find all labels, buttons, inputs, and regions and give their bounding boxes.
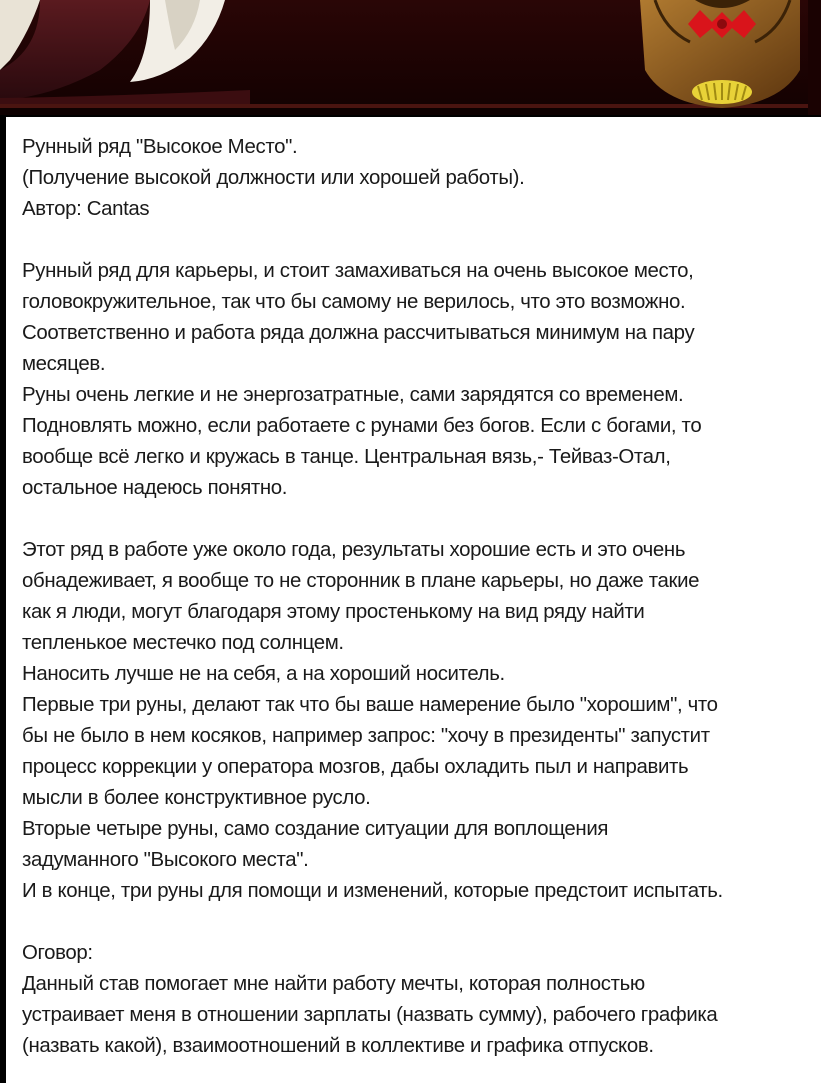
header-banner xyxy=(0,0,821,115)
article-title: Рунный ряд "Высокое Место". xyxy=(22,136,298,158)
text-line: как я люди, могут благодаря этому простенькому на вид ряду найти xyxy=(22,601,645,623)
text-line: И в конце, три руны для помощи и изменений, которые предстоит испытать. xyxy=(22,880,723,902)
text-line: Рунный ряд для карьеры, и стоит замахиваться на очень высокое место, xyxy=(22,260,694,282)
text-line: тепленькое местечко под солнцем. xyxy=(22,632,344,654)
text-line: процесс коррекции у оператора мозгов, дабы охладить пыл и направить xyxy=(22,756,689,778)
paragraph-spell-wording xyxy=(22,938,821,1062)
text-line: остальное надеюсь понятно. xyxy=(22,477,288,499)
text-line: обнадеживает, я вообще то не сторонник в плане карьеры, но даже такие xyxy=(22,570,700,592)
article-subtitle: (Получение высокой должности или хорошей работы). xyxy=(22,167,525,189)
text-line: (назвать какой), взаимоотношений в коллективе и графика отпусков. xyxy=(22,1035,654,1057)
spacer xyxy=(22,225,821,256)
text-line: головокружительное, так что бы самому не верилось, что это возможно. xyxy=(22,291,686,313)
text-line: Вторые четыре руны, само создание ситуации для воплощения xyxy=(22,818,609,840)
spacer xyxy=(22,907,821,938)
text-line: бы не было в нем косяков, например запрос: "хочу в президенты" запустит xyxy=(22,725,710,747)
text-line: вообще всё легко и кружась в танце. Центральная вязь,- Тейваз-Отал, xyxy=(22,446,671,468)
text-line: мысли в более конструктивное русло. xyxy=(22,787,371,809)
text-line: Первые три руны, делают так что бы ваше намерение было "хорошим", что xyxy=(22,694,718,716)
text-line: месяцев. xyxy=(22,353,106,375)
banner-artwork xyxy=(0,0,821,115)
text-line: Данный став помогает мне найти работу мечты, которая полностью xyxy=(22,973,645,995)
text-line: Подновлять можно, если работаете с рунами без богов. Если с богами, то xyxy=(22,415,702,437)
text-line: задуманного "Высокого места". xyxy=(22,849,309,871)
text-line: Оговор: xyxy=(22,942,93,964)
text-line: Этот ряд в работе уже около года, результаты хорошие есть и это очень xyxy=(22,539,686,561)
article-author: Автор: Cantas xyxy=(22,198,150,220)
paragraph-experience xyxy=(22,535,821,907)
article-body xyxy=(6,117,821,1083)
paragraph-intro xyxy=(22,256,821,504)
text-line: Соответственно и работа ряда должна рассчитываться минимум на пару xyxy=(22,322,695,344)
text-line: устраивает меня в отношении зарплаты (назвать сумму), рабочего графика xyxy=(22,1004,718,1026)
spacer xyxy=(22,504,821,535)
text-line: Руны очень легкие и не энергозатратные, сами зарядятся со временем. xyxy=(22,384,684,406)
text-line: Наносить лучше не на себя, а на хороший носитель. xyxy=(22,663,505,685)
